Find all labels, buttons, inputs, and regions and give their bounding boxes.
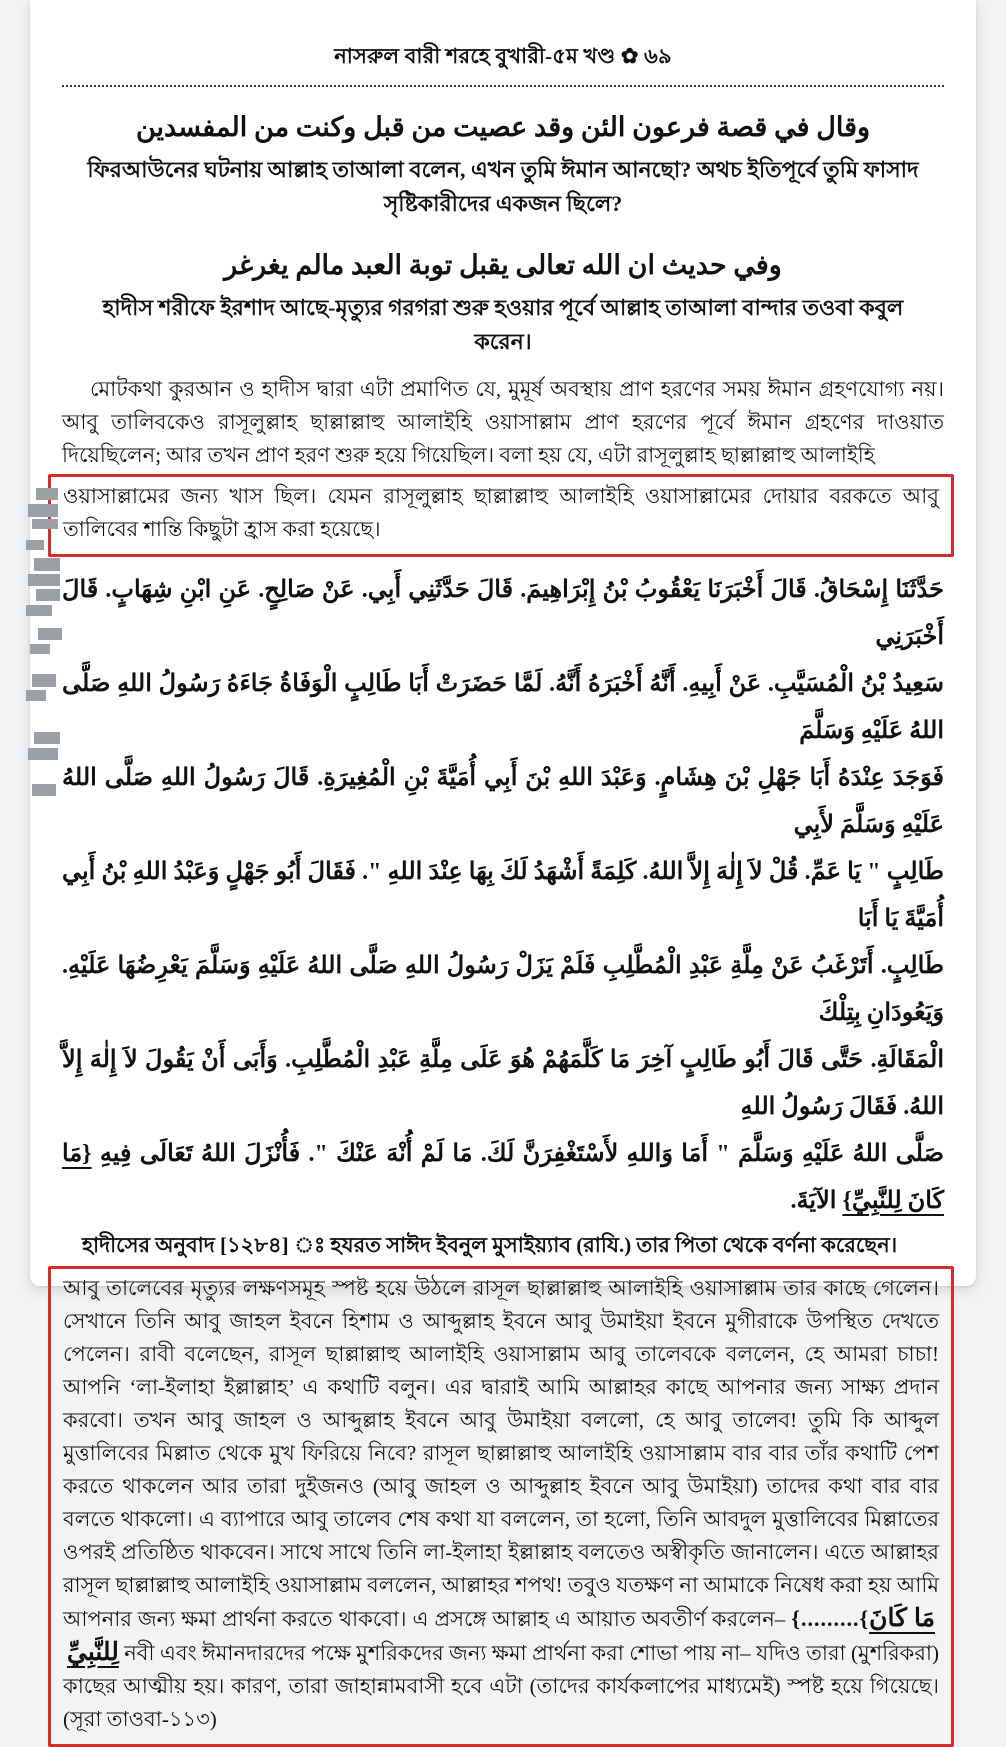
hadith-arabic-line7-after: الآيَةَ.	[790, 1188, 843, 1214]
translation-text-before: আবু তালেবের মৃত্যুর লক্ষণসমূহ স্পষ্ট হয়ে উঠলে রাসূল ছাল্লাল্লাহু আলাইহি ওয়াসাল্লাম তার কাছে গেলেন। সেখানে তিনি আবু জাহল ইবনে হিশাম ও আব্দুল্লাহ ইবনে আবু উমাইয়া ইবনে মুগীরাকে উপস্থিত দেখতে পেলেন। রাবী বলেছেন, রাসূল ছাল্লাল্লাহু আলাইহি ওয়াসাল্লাম আবু তালেবকে বললেন, হে আমরা চাচা! আপনি ‘লা-ইলাহা ইল্লাল্লাহ’ এ কথাটি বলুন। এর দ্বারাই আমি আল্লাহর কাছে আপনার জন্য সাক্ষ্য প্রদান করবো। তখন আবু জাহল ও আব্দুল্লাহ ইবনে আবু উমাইয়া বললো, হে আবু তালেব! তুমি কি আব্দুল মুত্তালিবের মিল্লাত থেকে মুখ ফিরিয়ে নিবে? রাসূল ছাল্লাল্লাহু আলাইহি ওয়াসাল্লাম বার বার তাঁর কথাটি পেশ করতে থাকলেন আর তারা দুইজনও (আবু জাহল ও আব্দুল্লাহ ইবনে আবু উমাইয়া) তাদের কথা বার বার বলতে থাকলো। এ ব্যাপারে আবু তালেব শেষ কথা যা বললেন, তা হলো, তিনি আবদুল মুত্তালিবের মিল্লাতের ওপরই প্রতিষ্ঠিত থাকবেন। সাথে সাথে তিনি লা-ইলাহা ইল্লাল্লাহ বলতেও অস্বীকৃতি জানালেন। এতে আল্লাহর রাসূল ছাল্লাল্লাহু আলাইহি ওয়াসাল্লাম বললেন, আল্লাহর শপথ! তবুও যতক্ষণ না আমাকে নিষেধ করা হয় আমি আপনার জন্য ক্ষমা প্রার্থনা করতে থাকবো। এ প্রসঙ্গে আল্লাহ এ আয়াত অবতীর্ণ করলেন–	[63, 1276, 939, 1631]
scan-artifact-block	[32, 784, 56, 796]
translation-paragraph	[63, 1272, 939, 1736]
highlight-box-1	[48, 474, 954, 557]
scan-artifact-block	[32, 519, 58, 529]
scan-artifact-block	[36, 589, 60, 601]
hadith-arabic-line: طَالِبٍ. أَتَرْغَبُ عَنْ مِلَّةِ عَبْدِ الْمُطَّلِبِ فَلَمْ يَزَلْ رَسُولُ اللهِ صَلَّى اللهُ عَلَيْهِ وَسَلَّمَ يَعْرِضُهَا عَلَيْهِ. وَيَعُودَانِ بِتِلْكَ	[62, 953, 944, 1026]
scan-artifact-block	[30, 644, 50, 654]
hadith-arabic-ayah-underlined: {مَا كَانَ لِلنَّبِيِّ}	[62, 1141, 944, 1214]
dotted-divider	[62, 84, 944, 87]
highlight-box-2	[48, 1266, 954, 1747]
page-title: নাসরুল বারী শরহে বুখারী-৫ম খণ্ড ✿ ৬৯	[334, 44, 672, 68]
scan-artifact-block	[26, 605, 52, 616]
scan-artifact-block	[26, 540, 44, 550]
scan-artifact-block	[28, 748, 58, 760]
scan-artifact-block	[38, 628, 62, 640]
quran-quote-bengali: ফিরআউনের ঘটনায় আল্লাহ তাআলা বলেন, এখন তুমি ঈমান আনছো? অথচ ইতিপূর্বে তুমি ফাসাদ সৃষ্টিকারীদের একজন ছিলে?	[87, 157, 919, 216]
hadith-arabic-line: طَالِبٍ " يَا عَمِّ. قُلْ لاَ إِلٰهَ إِلاَّ اللهُ. كَلِمَةً أَشْهَدُ لَكَ بِهَا عِنْدَ اللهِ ". فَقَالَ أَبُو جَهْلٍ وَعَبْدُ اللهِ بْنُ أَبِي أُمَيَّةَ يَا أَبَا	[62, 859, 944, 932]
scan-artifact-block	[26, 690, 46, 701]
hadith-arabic-line: الْمَقَالَةِ. حَتَّى قَالَ أَبُو طَالِبٍ آخِرَ مَا كَلَّمَهُمْ هُوَ عَلَى مِلَّةِ عَبْدِ الْمُطَّلِبِ. وَأَبَى أَنْ يَقُولَ لاَ إِلٰهَ إِلاَّ اللهُ. فَقَالَ رَسُولُ اللهِ	[62, 1047, 944, 1120]
translation-heading: হাদীসের অনুবাদ [১২৮৪] ঃ হযরত সাঈদ ইবনুল মুসাইয়্যাব (রাযি.) তার পিতা থেকে বর্ণনা করেছেন।	[82, 1233, 898, 1257]
hadith-arabic-line: حَدَّثَنَا إِسْحَاقُ. قَالَ أَخْبَرَنَا يَعْقُوبُ بْنُ إِبْرَاهِيمَ. قَالَ حَدَّثَنِي أَبِي. عَنْ صَالِحٍ. عَنِ ابْنِ شِهَابٍ. قَالَ أَخْبَرَنِي	[62, 577, 944, 650]
hadith-arabic-line: سَعِيدُ بْنُ الْمُسَيَّبِ. عَنْ أَبِيهِ. أَنَّهُ أَخْبَرَهُ أَنَّهُ. لَمَّا حَضَرَتْ أَبَا طَالِبٍ الْوَفَاةُ جَاءَهُ رَسُولُ اللهِ صَلَّى اللهُ عَلَيْهِ وَسَلَّمَ	[62, 671, 944, 744]
scan-artifacts	[18, 488, 70, 808]
hadith-arabic-line: فَوَجَدَ عِنْدَهُ أَبَا جَهْلِ بْنَ هِشَامٍ. وَعَبْدَ اللهِ بْنَ أَبِي أُمَيَّةَ بْنِ الْمُغِيرَةِ. قَالَ رَسُولُ اللهِ صَلَّى اللهُ عَلَيْهِ وَسَلَّمَ لأَبِي	[62, 765, 944, 838]
ayah-inline-arabic: مَا كَانَ لِلنَّبِيِّ	[67, 1605, 935, 1666]
scan-artifact-block	[28, 574, 60, 586]
hadith-arabic-block	[62, 567, 944, 1225]
scan-artifact-block	[32, 674, 56, 687]
hadith-arabic-line-last	[62, 1131, 944, 1225]
hadith-quote-arabic: وفي حديث ان الله تعالى يقبل توبة العبد مالم يغرغر	[224, 250, 782, 280]
hadith-quote-bengali: হাদীস শরীফে ইরশাদ আছে-মৃত্যুর গরগরা শুরু হওয়ার পূর্বে আল্লাহ তাআলা বান্দার তওবা কবুল করেন।	[102, 295, 904, 354]
book-page	[30, 0, 976, 1731]
ayah-brace-dots: {.........{	[791, 1606, 870, 1631]
commentary-highlighted-text: ওয়াসাল্লামের জন্য খাস ছিল। যেমন রাসূলুল্লাহ ছাল্লাল্লাহু আলাইহি ওয়াসাল্লামের দোয়ার বরকতে আবু তালিবের শান্তি কিছুটা হ্রাস করা হয়েছে।	[63, 484, 939, 541]
scan-artifact-block	[34, 558, 60, 571]
commentary-paragraph: মোটকথা কুরআন ও হাদীস দ্বারা এটা প্রমাণিত যে, মুমূর্ষ অবস্থায় প্রাণ হরণের সময় ঈমান গ্রহণযোগ্য নয়। আবু তালিবকেও রাসূলুল্লাহ ছাল্লাল্লাহু আলাইহি ওয়াসাল্লাম প্রাণ হরণের পূর্বে ঈমান গ্রহণের দাওয়াত দিয়েছিলেন; আর তখন প্রাণ হরণ শুরু হয়ে গিয়েছিল। বলা হয় যে, এটা রাসূলুল্লাহ ছাল্লাল্লাহু আলাইহি	[62, 377, 944, 467]
scan-artifact-block	[36, 488, 58, 500]
quran-quote-arabic: وقال في قصة فرعون الئن وقد عصيت من قبل وكنت من المفسدين	[135, 112, 871, 142]
scan-artifact-block	[28, 504, 58, 517]
scan-artifact-block	[34, 732, 60, 744]
translation-text-after: নবী এবং ঈমানদারদের পক্ষে মুশরিকদের জন্য ক্ষমা প্রার্থনা করা শোভা পায় না– যদিও তারা (মুশরিকরা) কাছের আত্মীয় হয়। কারণ, তারা জাহান্নামবাসী হবে এটা (তাদের কার্যকলাপের মাধ্যমেই) স্পষ্ট হয়ে গিয়েছে। (সূরা তাওবা-১১৩)	[63, 1641, 939, 1731]
hadith-arabic-line7-before: صَلَّى اللهُ عَلَيْهِ وَسَلَّمَ " أَمَا وَاللهِ لأَسْتَغْفِرَنَّ لَكَ. مَا لَمْ أُنْهَ عَنْكَ ". فَأُنْزَلَ اللهُ تَعَالَى فِيهِ	[91, 1141, 944, 1167]
